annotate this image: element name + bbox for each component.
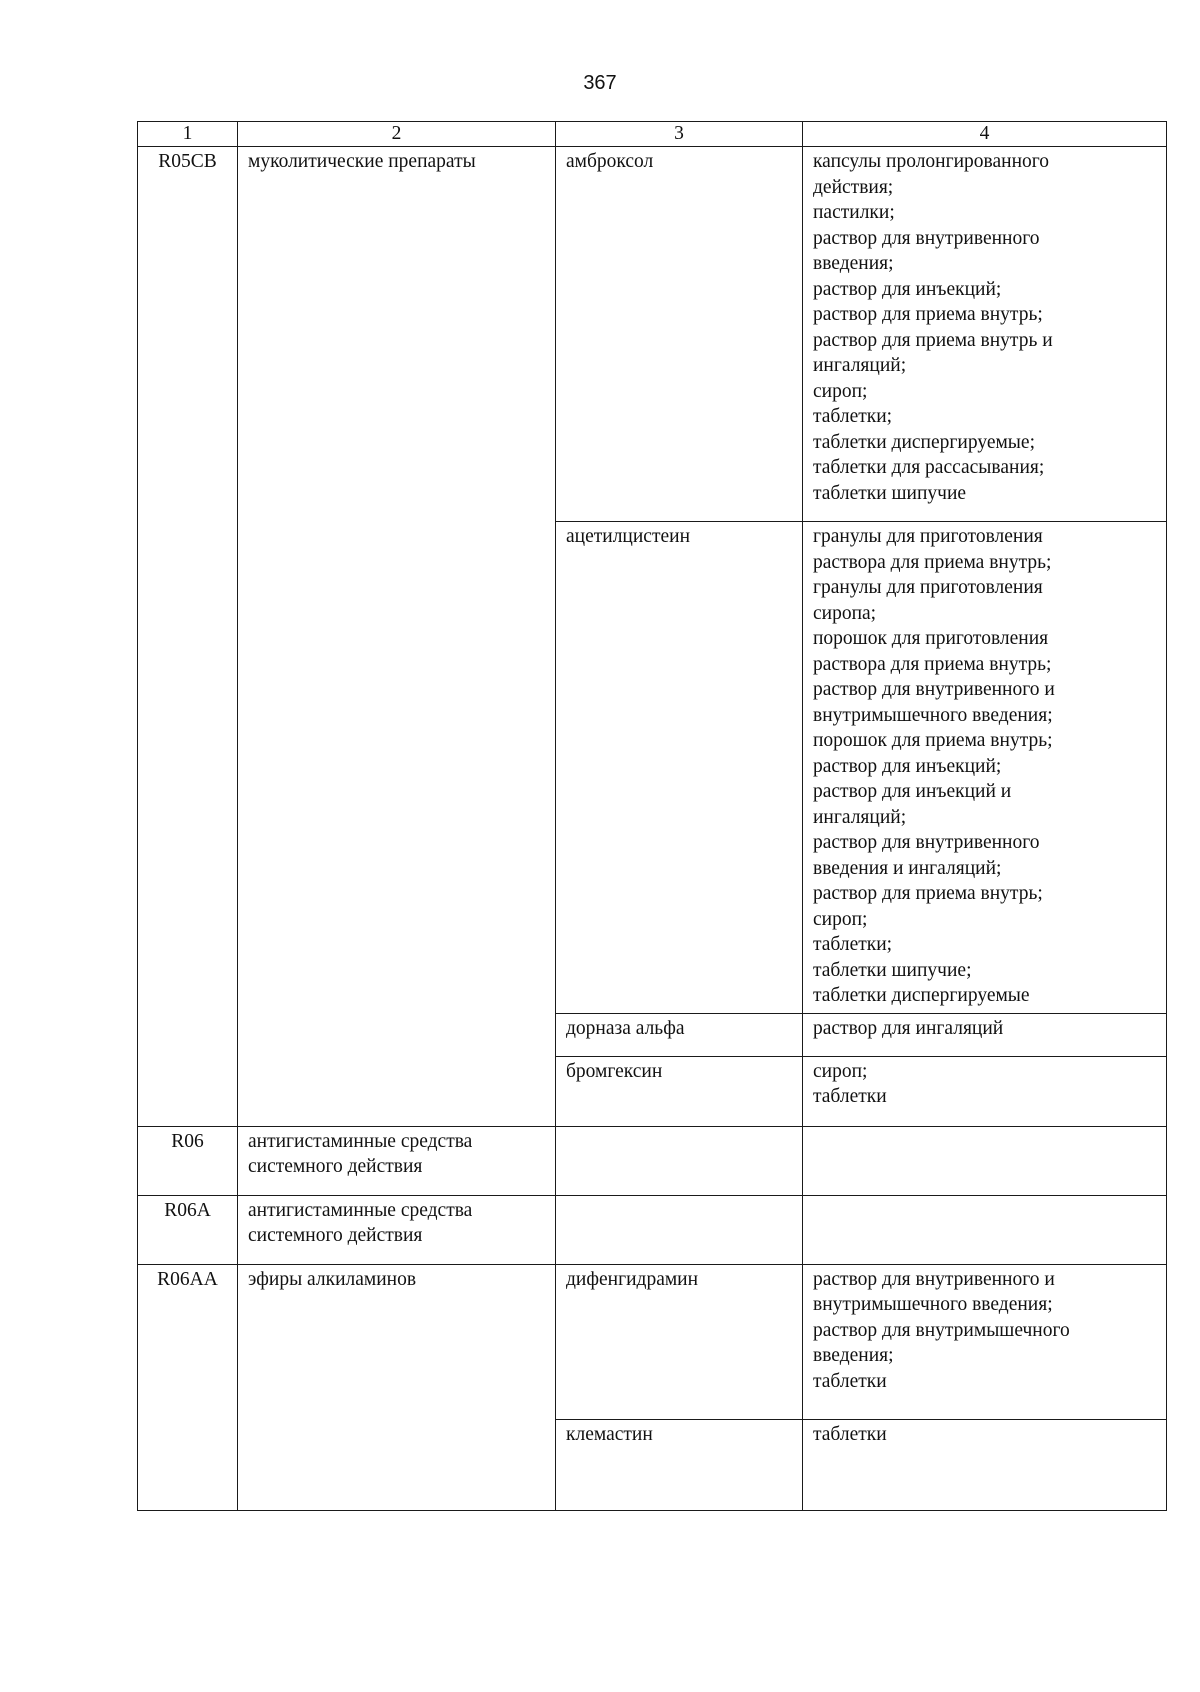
dosage-form-line: действия; <box>813 176 894 198</box>
dosage-form-line: таблетки шипучие; <box>813 959 972 981</box>
dosage-form-line: введения; <box>813 1345 894 1366</box>
dosage-form-line: раствор для внутривенного и <box>813 679 1055 700</box>
drug-name-cell: дорназа альфа <box>556 1013 803 1056</box>
dosage-forms-cell <box>803 1195 1167 1264</box>
dosage-form-line: раствор для внутримышечного <box>813 1319 1070 1341</box>
page-number: 367 <box>583 72 617 94</box>
column-header: 3 <box>556 122 803 147</box>
dosage-form-line: раствора для приема внутрь; <box>813 653 1052 675</box>
dosage-form-line: порошок для приема внутрь; <box>813 730 1053 751</box>
dosage-form-line: таблетки диспергируемые; <box>813 431 1035 453</box>
dosage-form-line: сироп; <box>813 1060 868 1082</box>
dosage-form-line: внутримышечного введения; <box>813 704 1053 726</box>
group-name-line: системного действия <box>248 1225 423 1246</box>
dosage-form-line: раствор для внутривенного <box>813 227 1040 249</box>
dosage-form-line: раствор для приема внутрь и <box>813 329 1053 351</box>
dosage-form-line: сироп; <box>813 908 868 930</box>
group-name-cell <box>238 1126 556 1195</box>
dosage-form-line: капсулы пролонгированного <box>813 151 1050 172</box>
dosage-form-line: раствор для приема внутрь; <box>813 883 1043 904</box>
group-name-cell <box>238 1195 556 1264</box>
dosage-form-line: гранулы для приготовления <box>813 526 1043 547</box>
dosage-forms-cell <box>803 1264 1167 1419</box>
atc-code-cell: R06A <box>138 1195 238 1264</box>
group-name-line: антигистаминные средства <box>248 1130 473 1152</box>
column-header: 1 <box>138 122 238 147</box>
dosage-form-line: таблетки; <box>813 934 893 955</box>
group-name-cell: муколитические препараты <box>238 147 556 1127</box>
column-header: 2 <box>238 122 556 147</box>
dosage-form-line: сиропа; <box>813 602 877 624</box>
column-header: 4 <box>803 122 1167 147</box>
drug-name-cell: бромгексин <box>556 1056 803 1126</box>
dosage-form-line: таблетки диспергируемые <box>813 985 1030 1006</box>
dosage-form-line: таблетки; <box>813 406 893 427</box>
dosage-forms-cell <box>803 1419 1167 1510</box>
dosage-form-line: раствор для ингаляций <box>813 1017 1004 1039</box>
table-row <box>138 147 1167 522</box>
dosage-form-line: гранулы для приготовления <box>813 577 1043 598</box>
dosage-form-line: раствора для приема внутрь; <box>813 551 1052 573</box>
group-name-line: антигистаминные средства <box>248 1199 473 1221</box>
dosage-form-line: раствор для приема внутрь; <box>813 304 1043 325</box>
dosage-form-line: раствор для инъекций; <box>813 278 1002 300</box>
drug-name-cell: амброксол <box>556 147 803 522</box>
dosage-form-line: таблетки <box>813 1086 887 1107</box>
dosage-forms-cell <box>803 1013 1167 1056</box>
atc-code-cell: R06AA <box>138 1264 238 1510</box>
dosage-form-line: таблетки <box>813 1423 887 1445</box>
group-name-line: системного действия <box>248 1156 423 1177</box>
group-name-cell: эфиры алкиламинов <box>238 1264 556 1510</box>
drug-name-cell <box>556 1195 803 1264</box>
dosage-form-line: введения; <box>813 253 894 274</box>
dosage-form-line: раствор для инъекций; <box>813 755 1002 777</box>
dosage-form-line: внутримышечного введения; <box>813 1294 1053 1315</box>
dosage-form-line: таблетки шипучие <box>813 482 967 504</box>
dosage-form-line: раствор для инъекций и <box>813 781 1012 802</box>
dosage-form-line: пастилки; <box>813 202 895 223</box>
dosage-form-line: раствор для внутривенного и <box>813 1268 1055 1290</box>
dosage-forms-cell <box>803 522 1167 1014</box>
table-header-row <box>138 122 1167 147</box>
table-row <box>138 1126 1167 1195</box>
dosage-form-line: введения и ингаляций; <box>813 857 1002 879</box>
dosage-form-line: порошок для приготовления <box>813 628 1049 649</box>
atc-code-cell: R06 <box>138 1126 238 1195</box>
atc-code-cell: R05CB <box>138 147 238 1127</box>
drug-name-cell: ацетилцистеин <box>556 522 803 1014</box>
drug-name-cell <box>556 1126 803 1195</box>
dosage-forms-cell <box>803 1056 1167 1126</box>
drug-list-table <box>137 121 1167 1511</box>
dosage-form-line: ингаляций; <box>813 355 907 376</box>
table-row <box>138 1264 1167 1419</box>
dosage-form-line: ингаляций; <box>813 806 907 828</box>
drug-name-cell: дифенгидрамин <box>556 1264 803 1419</box>
drug-name-cell: клемастин <box>556 1419 803 1510</box>
dosage-forms-cell <box>803 147 1167 522</box>
dosage-form-line: таблетки <box>813 1370 887 1392</box>
dosage-form-line: раствор для внутривенного <box>813 832 1040 853</box>
table-row <box>138 1195 1167 1264</box>
dosage-form-line: таблетки для рассасывания; <box>813 457 1045 478</box>
dosage-forms-cell <box>803 1126 1167 1195</box>
dosage-form-line: сироп; <box>813 380 868 402</box>
